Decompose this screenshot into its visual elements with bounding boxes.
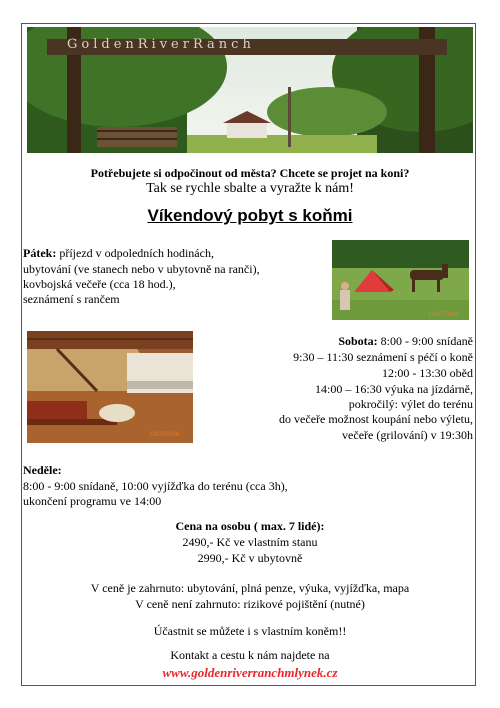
price-hostel: 2990,- Kč v ubytovně [197, 551, 303, 565]
price-tent: 2490,- Kč ve vlastním stanu [182, 535, 318, 549]
contact-text: Kontakt a cestu k nám najdete na [170, 648, 330, 662]
friday-label: Pátek: [23, 246, 57, 260]
dormitory-photo [27, 331, 193, 443]
tent-photo-date: 12/07/2008 [428, 312, 459, 318]
saturday-breakfast: 8:00 - 9:00 snídaně [380, 334, 473, 348]
sunday-line-2: ukončení programu ve 14:00 [23, 494, 162, 508]
intro-invite: Tak se rychle sbalte a vyražte k nám! [146, 181, 354, 196]
friday-arrival: příjezd v odpoledních hodinách, [59, 246, 214, 260]
friday-line-4: seznámení s rančem [23, 292, 120, 306]
ranch-gate-photo [27, 27, 473, 153]
sunday-label: Neděle: [23, 463, 62, 477]
saturday-line-6: do večeře možnost koupání nebo výletu, [279, 412, 473, 426]
own-horse-note: Účastnit se můžete i s vlastním koněm!! [153, 624, 347, 638]
saturday-line-5: pokročilý: výlet do terénu [348, 397, 473, 411]
friday-line-2: ubytování (ve stanech nebo v ubytovně na ranči), [23, 262, 260, 276]
saturday-line-4: 14:00 – 16:30 výuka na jízdárně, [315, 382, 473, 396]
tent-horse-photo [332, 240, 469, 320]
friday-line-1 [23, 246, 214, 260]
intro-question: Potřebujete si odpočinout od města? Chcete se projet na koni? [90, 166, 410, 180]
saturday-line-7: večeře (grilování) v 19:30h [342, 428, 473, 442]
sunday-line-1: 8:00 - 9:00 snídaně, 10:00 vyjížďka do terénu (cca 3h), [23, 479, 288, 493]
ranch-sign-text: GoldenRiverRanch [67, 37, 255, 52]
saturday-line-1 [338, 334, 473, 348]
saturday-line-3: 12:00 - 13:30 oběd [382, 366, 473, 380]
room-photo-date: 28/07/2008 [149, 432, 180, 438]
page-title: Víkendový pobyt s koňmi [147, 206, 353, 225]
friday-line-3: kovbojská večeře (cca 18 hod.), [23, 277, 176, 291]
saturday-line-2: 9:30 – 11:30 seznámení s péčí o koně [293, 350, 473, 364]
website-link[interactable]: www.goldenriverranchmlynek.cz [162, 665, 338, 680]
saturday-label: Sobota: [338, 334, 378, 348]
not-included-info: V ceně není zahrnuto: rizikové pojištění (nutné) [135, 597, 365, 611]
included-info: V ceně je zahrnuto: ubytování, plná penze, výuka, vyjížďka, mapa [90, 581, 410, 595]
price-heading: Cena na osobu ( max. 7 lidé): [175, 519, 325, 533]
